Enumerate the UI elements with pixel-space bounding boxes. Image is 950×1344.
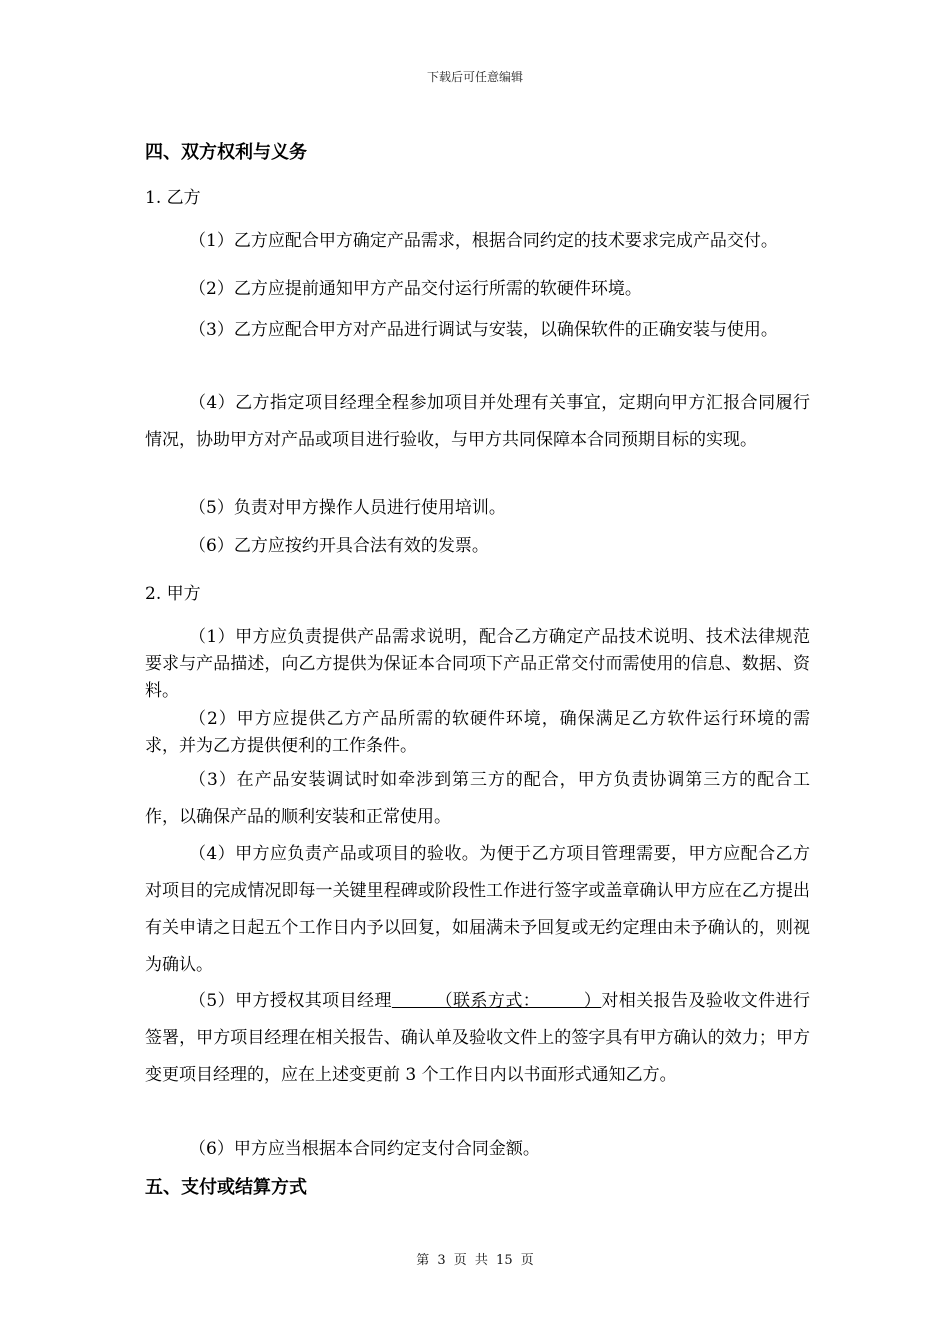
party-a-item-1: （1）甲方应负责提供产品需求说明，配合乙方确定产品技术说明、技术法律规范要求与产品描述，向乙方提供为保证本合同项下产品正常交付而需使用的信息、数据、资料。 xyxy=(145,627,810,701)
party-a-item-5 xyxy=(145,983,810,1094)
section-5-heading: 五、支付或结算方式 xyxy=(145,1177,307,1198)
party-a-label: 2. 甲方 xyxy=(145,584,201,604)
page-header: 下载后可任意编辑 xyxy=(426,70,523,84)
party-b-label: 1. 乙方 xyxy=(145,188,201,208)
section-4-heading: 四、双方权利与义务 xyxy=(145,142,307,163)
party-b-item-6: （6）乙方应按约开具合法有效的发票。 xyxy=(189,536,489,556)
party-b-item-1: （1）乙方应配合甲方确定产品需求，根据合同约定的技术要求完成产品交付。 xyxy=(189,231,778,251)
party-a-item-3: （3）在产品安装调试时如牵涉到第三方的配合，甲方负责协调第三方的配合工作，以确保产品的顺利安装和正常使用。 xyxy=(145,770,810,827)
party-a-item-4: （4）甲方应负责产品或项目的验收。为便于乙方项目管理需要，甲方应配合乙方对项目的完成情况即每一关键里程碑或阶段性工作进行签字或盖章确认甲方应在乙方提出有关申请之日起五个工作日内予以回复，如届满未予回复或无约定理由未予确认的，则视为确认。 xyxy=(145,844,810,975)
item-5-after: 对相关报告及验收文件进行签署，甲方项目经理在相关报告、确认单及验收文件上的签字具有甲方确认的效力；甲方变更项目经理的，应在上述变更前 3 个工作日内以书面形式通知乙方。 xyxy=(145,991,810,1085)
item-5-before: （5）甲方授权其项目经理 xyxy=(189,991,392,1011)
party-b-item-4: （4）乙方指定项目经理全程参加项目并处理有关事宜，定期向甲方汇报合同履行情况，协助甲方对产品或项目进行验收，与甲方共同保障本合同预期目标的实现。 xyxy=(145,393,810,450)
party-b-item-3: （3）乙方应配合甲方对产品进行调试与安装，以确保软件的正确安装与使用。 xyxy=(189,320,778,340)
party-a-item-6: （6）甲方应当根据本合同约定支付合同金额。 xyxy=(189,1139,540,1159)
contact-blank: （联系方式： ） xyxy=(391,991,602,1011)
party-b-item-5: （5）负责对甲方操作人员进行使用培训。 xyxy=(189,498,506,518)
page-footer: 第 3 页 共 15 页 xyxy=(416,1253,534,1268)
party-a-item-2: （2）甲方应提供乙方产品所需的软硬件环境，确保满足乙方软件运行环境的需求，并为乙方提供便利的工作条件。 xyxy=(145,709,810,756)
party-b-item-2: （2）乙方应提前通知甲方产品交付运行所需的软硬件环境。 xyxy=(189,279,642,299)
